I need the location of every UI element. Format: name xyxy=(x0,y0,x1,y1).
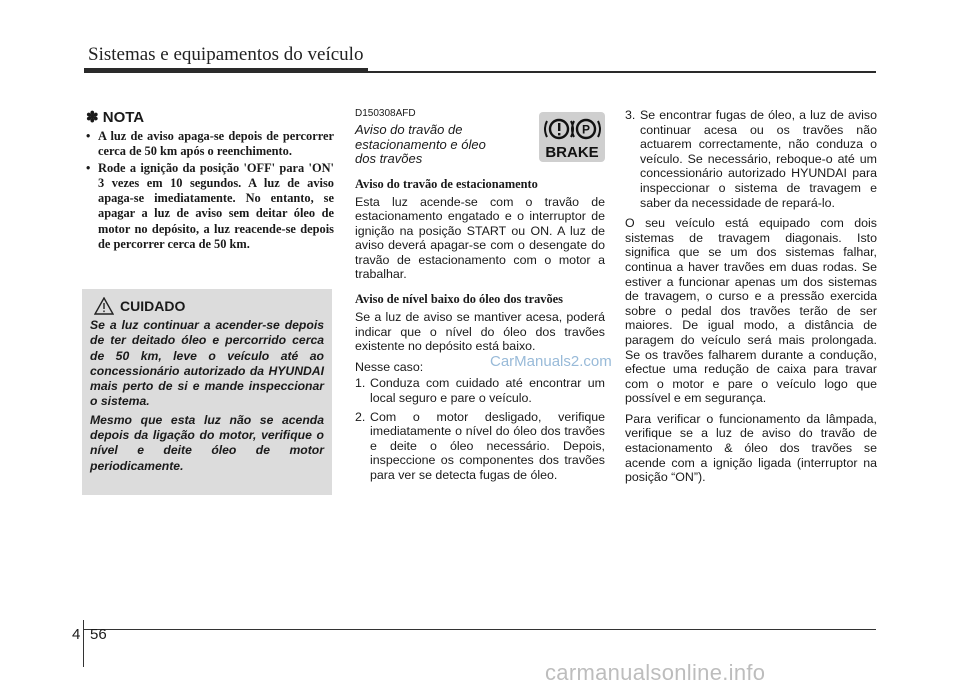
caution-title: CUIDADO xyxy=(120,298,186,314)
footer-horizontal-rule xyxy=(84,629,876,630)
watermark-carmanuals: CarManuals2.com xyxy=(490,353,612,370)
caution-paragraph: Se a luz continuar a acender-se depois de ter deitado óleo e percorrido cerca de 50 km, leve o veículo até ao concessionário autorizado da HYUNDAI mais perto de si e mande inspeccionar o sistema. xyxy=(90,318,324,409)
paragraph: Se a luz de aviso se mantiver acesa, poderá indicar que o nível do óleo dos travões existente no depósito está baixo. xyxy=(355,310,605,354)
brake-warning-icon xyxy=(539,112,605,162)
paragraph: Esta luz acende-se com o travão de estacionamento engatado e o interruptor de ignição na posição START ou ON. A luz de aviso deverá apagar-se com o desengate do travão de estacionamento com o motor a trabalhar. xyxy=(355,194,605,282)
step-item xyxy=(625,108,877,210)
section-number: 4 xyxy=(72,626,81,643)
section-title: Aviso do travão de estacionamento e óleo dos travões xyxy=(355,122,486,166)
nota-item xyxy=(86,161,334,253)
step-text: Se encontrar fugas de óleo, a luz de aviso continuar acesa ou os travões não actuarem correctamente, não conduza o veículo. Se necessário, reboque-o até um concessionário autorizado HYUNDAI para inspeccionar o sistema de travagem e saber da necessidade de repará-lo. xyxy=(640,108,877,210)
step-text: Com o motor desligado, verifique imediatamente o nível do óleo dos travões e deite o óleo necessário. Depois, inspeccione os componentes dos travões para ver se detecta fugas de óleo. xyxy=(370,409,605,482)
caution-paragraph: Mesmo que esta luz não se acenda depois da ligação do motor, verifique o nível e deite óleo de motor periodicamente. xyxy=(90,412,324,473)
paragraph: Para verificar o funcionamento da lâmpada, verifique se a luz de aviso do travão de estacionamento & óleo dos travões se acende com a ignição ligada (interruptor na posição “ON”). xyxy=(625,411,877,485)
section-code: D150308AFD xyxy=(355,108,416,119)
subsection-title: Aviso do travão de estacionamento xyxy=(355,176,538,191)
svg-text:P: P xyxy=(581,122,591,137)
nota-item xyxy=(86,129,334,160)
step-number: 2. xyxy=(355,409,366,424)
step-item xyxy=(355,410,605,483)
left-column xyxy=(86,108,334,253)
steps-list-continued xyxy=(625,108,877,210)
header-rule xyxy=(84,71,876,73)
steps-list xyxy=(355,376,605,482)
caution-box xyxy=(82,289,332,495)
svg-text:BRAKE: BRAKE xyxy=(545,144,599,161)
bullet-icon: • xyxy=(86,129,91,143)
nota-list xyxy=(86,129,334,252)
paragraph: O seu veículo está equipado com dois sistemas de travagem diagonais. Isto significa que se um dos sistemas falhar, continua a haver travões em duas rodas. Se estiver a funcionar apenas um dos sistemas de travagem, o curso e a pressão exercida sobre o pedal dos travões terão de ser maiores. De igual modo, a distância de paragem do veículo será mais prolongada. Se os travões falharem durante a condução, efectue uma redução de caixa para travar com o motor e pare o veículo logo que possível e em segurança. xyxy=(625,216,877,406)
caution-header xyxy=(94,297,324,315)
nota-heading xyxy=(86,108,334,126)
right-column xyxy=(625,108,877,491)
nota-title: NOTA xyxy=(102,109,145,126)
nota-item-text: Rode a ignição da posição 'OFF' para 'ON' 3 vezes em 10 segundos. A luz de aviso apaga-se imediatamente. No entanto, se apagar a luz de aviso sem deitar óleo de motor no depósito, a luz reacende-se depois de percorrer cerca de 50 km. xyxy=(98,160,334,252)
step-item xyxy=(355,376,605,405)
paragraph: Nesse caso: xyxy=(355,359,424,374)
subsection-title: Aviso de nível baixo do óleo dos travões xyxy=(355,292,564,307)
footer-vertical-rule xyxy=(83,620,84,667)
page-number: 56 xyxy=(90,626,107,643)
warning-triangle-icon xyxy=(94,297,114,315)
nota-item-text: A luz de aviso apaga-se depois de percorrer cerca de 50 km após o reenchimento. xyxy=(98,129,334,159)
bullet-icon: • xyxy=(86,160,91,175)
middle-column xyxy=(355,108,605,487)
star-icon: ✽ xyxy=(86,109,99,126)
step-text: Conduza com cuidado até encontrar um local seguro e pare o veículo. xyxy=(370,376,605,406)
step-number: 1. xyxy=(355,376,366,391)
page-header-title: Sistemas e equipamentos do veículo xyxy=(88,44,364,65)
watermark-footer: carmanualsonline.info xyxy=(545,660,766,685)
step-number: 3. xyxy=(625,108,636,122)
